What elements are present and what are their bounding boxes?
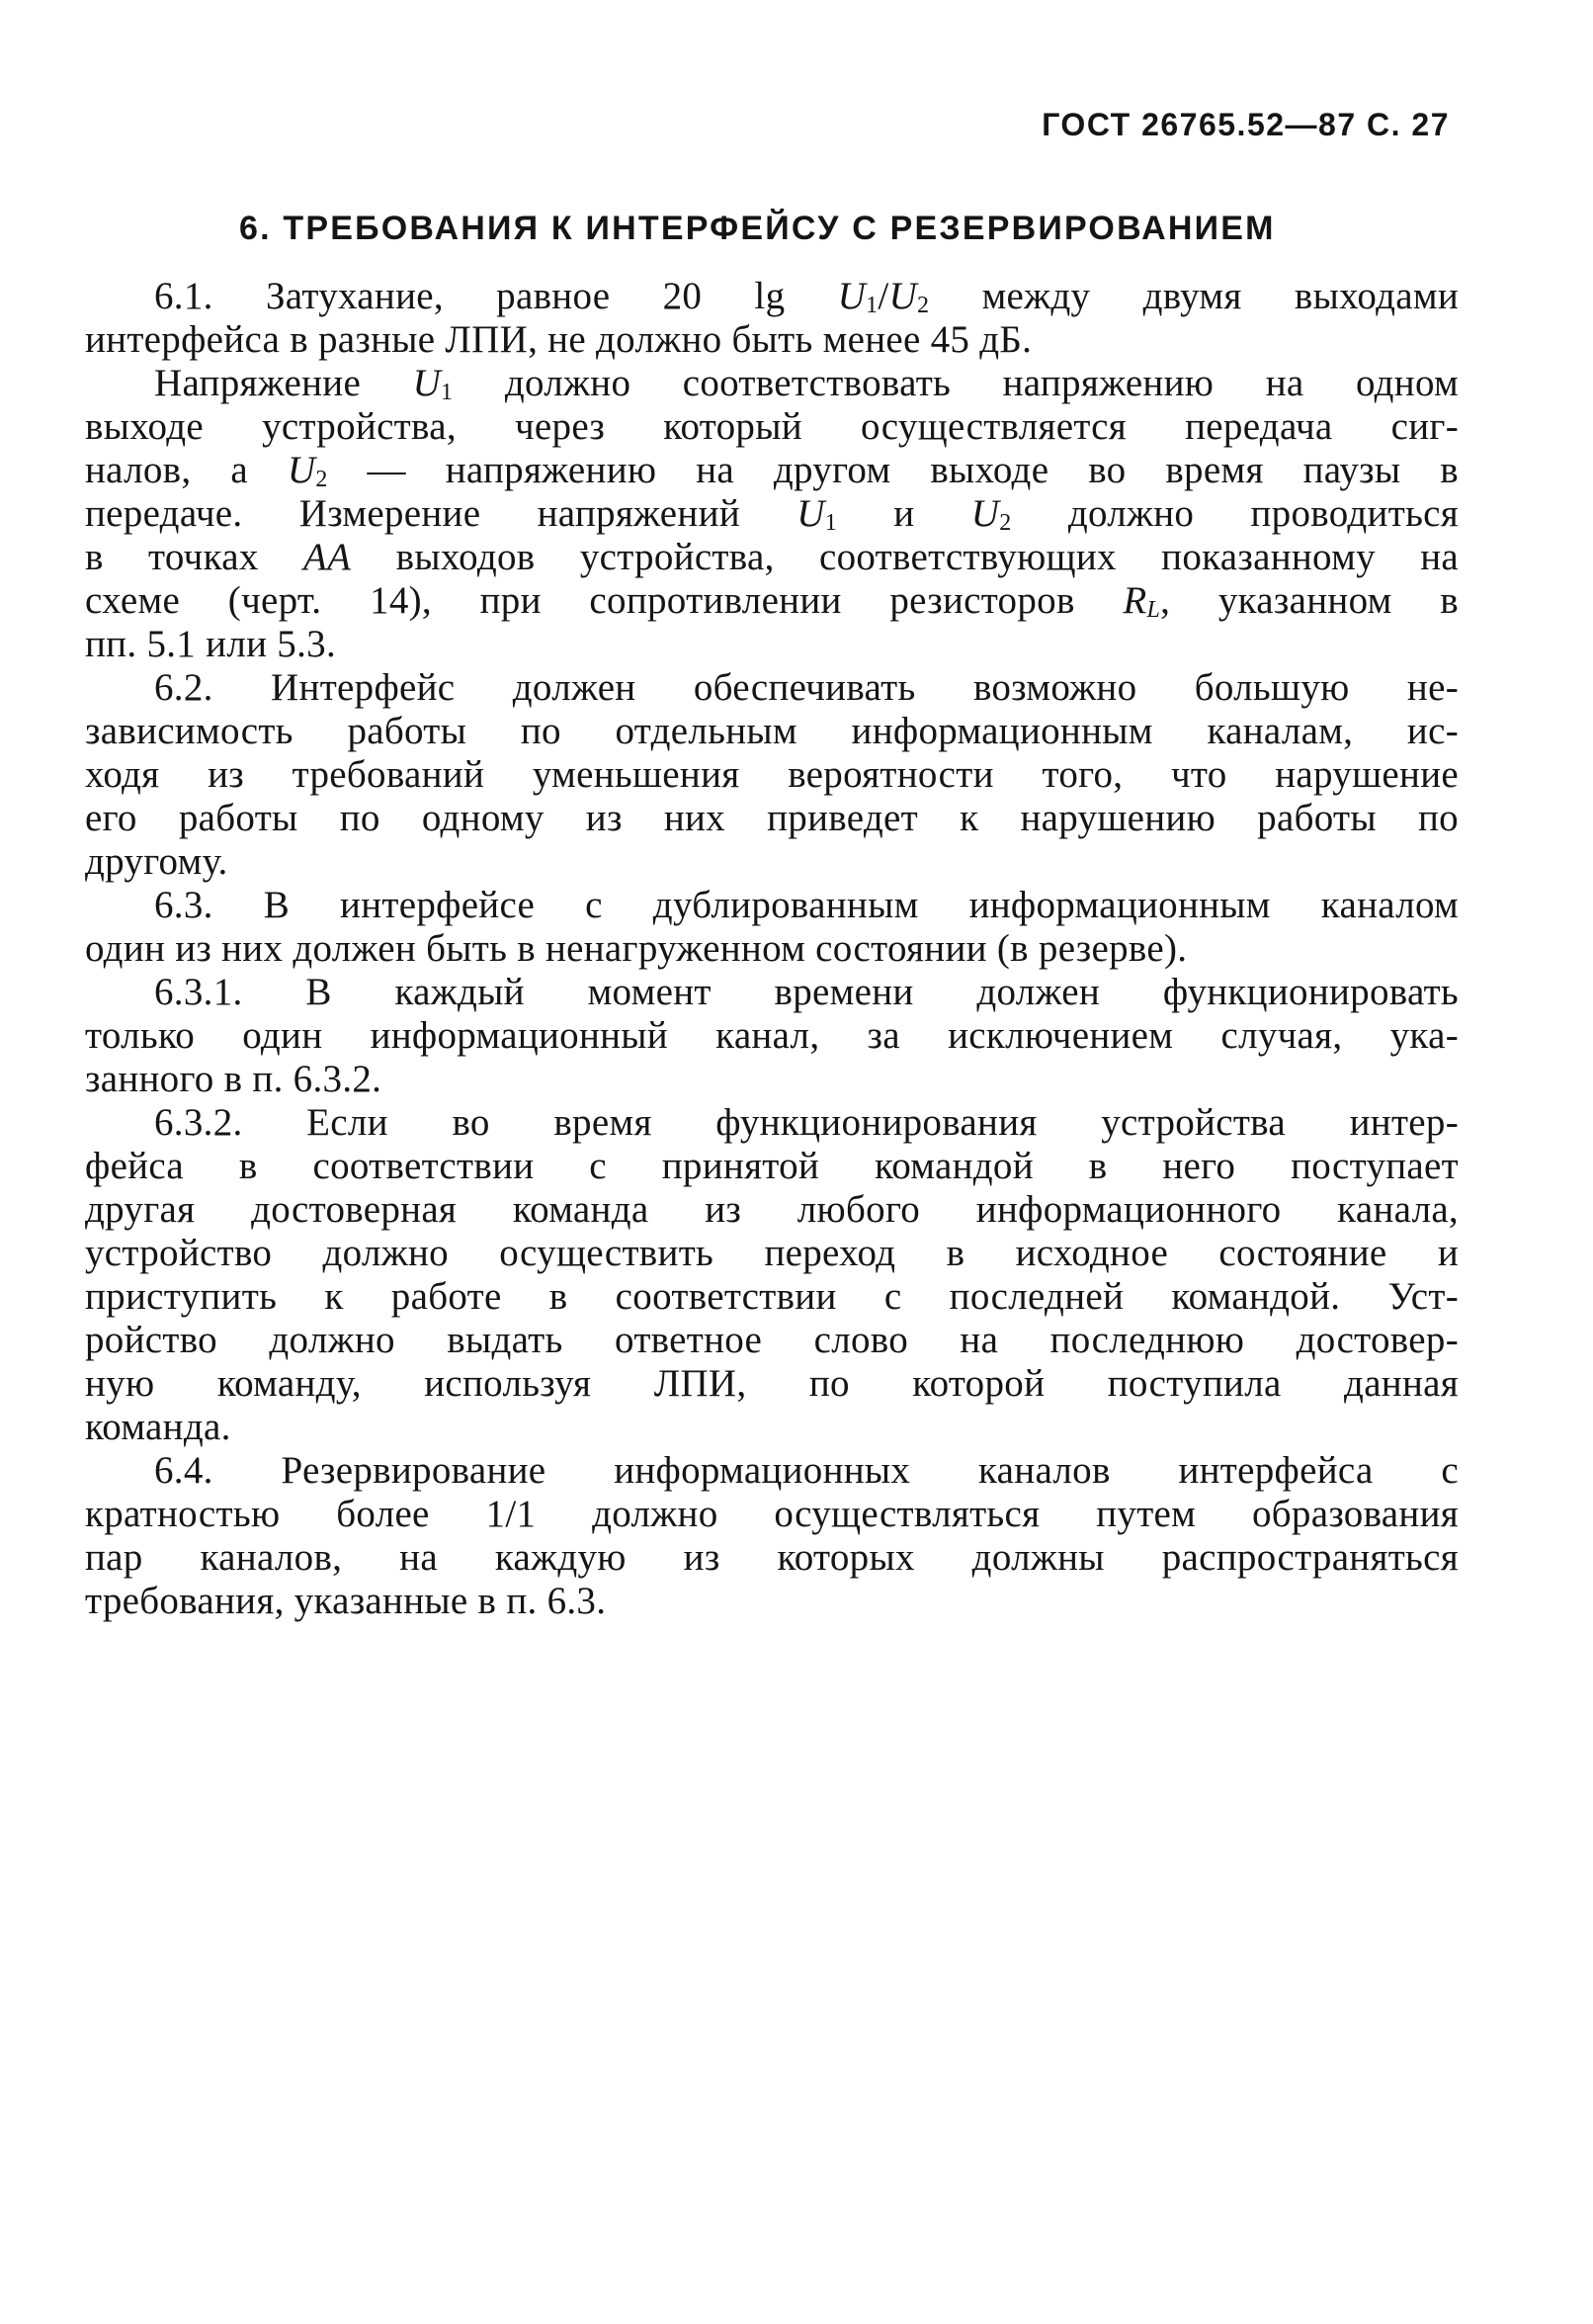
- math-variable: U: [287, 449, 316, 491]
- paragraph-6-4-line: 6.4. Резервирование информационных каналов интерфейса с: [154, 1449, 1459, 1492]
- text-span: между двумя выходами: [929, 275, 1459, 317]
- paragraph-6-3-1-line: занного в п. 6.3.2.: [85, 1058, 382, 1100]
- paragraph-6-3-2-line: 6.3.2. Если во время функционирования устройства интер-: [154, 1101, 1459, 1144]
- math-subscript: 1: [824, 510, 837, 536]
- section-body: [85, 275, 1459, 1623]
- text-span: выходов устройства, соответствующих показанному на: [351, 536, 1460, 578]
- paragraph-6-3-2-line: команда.: [85, 1406, 231, 1448]
- paragraph-6-3-2-line: устройство должно осуществить переход в исходное состояние и: [85, 1232, 1459, 1274]
- paragraph-voltage-line: пп. 5.1 или 5.3.: [85, 623, 336, 665]
- paragraph-6-1-line: 6.1. Затухание, равное 20 $\lg U_1/U_2$ между двумя выходами: [154, 275, 1459, 318]
- paragraph-6-4-line: пар каналов, на каждую из которых должны распространяться: [85, 1536, 1459, 1579]
- text-span: — напряжению на другом выходе во время паузы в: [327, 449, 1459, 491]
- text-span: должно проводиться: [1011, 492, 1459, 535]
- paragraph-6-3-2-line: фейса в соответствии с принятой командой в него поступает: [85, 1145, 1459, 1187]
- text-span: схеме (черт. 14), при сопротивлении резисторов: [85, 579, 1124, 622]
- paragraph-6-2-line: зависимость работы по отдельным информационным каналам, ис-: [85, 710, 1459, 752]
- paragraph-6-3-line: один из них должен быть в ненагруженном состоянии (в резерве).: [85, 927, 1188, 970]
- paragraph-6-4-line: требования, указанные в п. 6.3.: [85, 1580, 607, 1622]
- paragraph-voltage-line: [85, 579, 1459, 623]
- math-variable: U: [412, 362, 442, 404]
- paragraph-6-1-line: интерфейса в разные ЛПИ, не должно быть менее 45 дБ.: [85, 318, 1033, 361]
- paragraph-6-3-2-line: ройство должно выдать ответное слово на последнюю достовер-: [85, 1319, 1459, 1361]
- text-span: налов, а: [85, 449, 288, 491]
- paragraph-voltage-line: [85, 449, 1459, 492]
- paragraph-6-2-line: другому.: [85, 840, 228, 883]
- math-subscript: 2: [315, 467, 328, 492]
- math-variable: U: [970, 492, 1000, 535]
- text-span: в точках: [85, 536, 304, 578]
- text-span: 6.1. Затухание, равное 20 lg: [154, 275, 838, 317]
- text-span: должно соответствовать напряжению на одном: [453, 362, 1459, 404]
- paragraph-6-2-line: его работы по одному из них приведет к нарушению работы по: [85, 797, 1459, 839]
- paragraph-voltage-line: выходе устройства, через который осуществляется передача сиг-: [85, 405, 1459, 448]
- text-span: , указанном в: [1160, 579, 1459, 622]
- paragraph-6-3-line: 6.3. В интерфейсе с дублированным информационным каналом: [154, 884, 1459, 926]
- math-variable: U: [796, 492, 825, 535]
- math-variable: U: [888, 275, 918, 317]
- paragraph-6-3-1-line: только один информационный канал, за исключением случая, ука-: [85, 1014, 1459, 1057]
- paragraph-6-3-2-line: приступить к работе в соответствии с последней командой. Уст-: [85, 1275, 1459, 1318]
- text-span: Напряжение: [154, 362, 413, 404]
- page-header: ГОСТ 26765.52—87 С. 27: [1042, 107, 1450, 142]
- math-subscript: 2: [999, 510, 1012, 536]
- math-variable: R: [1123, 579, 1147, 622]
- paragraph-6-2-line: 6.2. Интерфейс должен обеспечивать возможно большую не-: [154, 666, 1459, 709]
- text-span: передаче. Измерение напряжений: [85, 492, 797, 535]
- math-subscript: 2: [917, 293, 930, 318]
- math-subscript: 1: [866, 293, 879, 318]
- paragraph-6-4-line: кратностью более 1/1 должно осуществляться путем образования: [85, 1493, 1459, 1535]
- section-title: 6. ТРЕБОВАНИЯ К ИНТЕРФЕЙСУ С РЕЗЕРВИРОВАНИЕМ: [239, 210, 1276, 247]
- math-subscript: 1: [441, 380, 454, 405]
- paragraph-voltage-line: [85, 362, 1459, 405]
- paragraph-voltage-line: [85, 536, 1459, 579]
- paragraph-6-3-2-line: другая достоверная команда из любого информационного канала,: [85, 1188, 1459, 1231]
- paragraph-voltage-line: [85, 492, 1459, 536]
- math-variable: U: [837, 275, 867, 317]
- paragraph-6-3-1-line: 6.3.1. В каждый момент времени должен функционировать: [154, 971, 1459, 1013]
- math-subscript: L: [1146, 597, 1161, 623]
- paragraph-6-2-line: ходя из требований уменьшения вероятности того, что нарушение: [85, 753, 1459, 796]
- math-variable: АА: [303, 536, 352, 578]
- paragraph-6-3-2-line: ную команду, используя ЛПИ, по которой поступила данная: [85, 1362, 1459, 1405]
- text-span: и: [837, 492, 971, 535]
